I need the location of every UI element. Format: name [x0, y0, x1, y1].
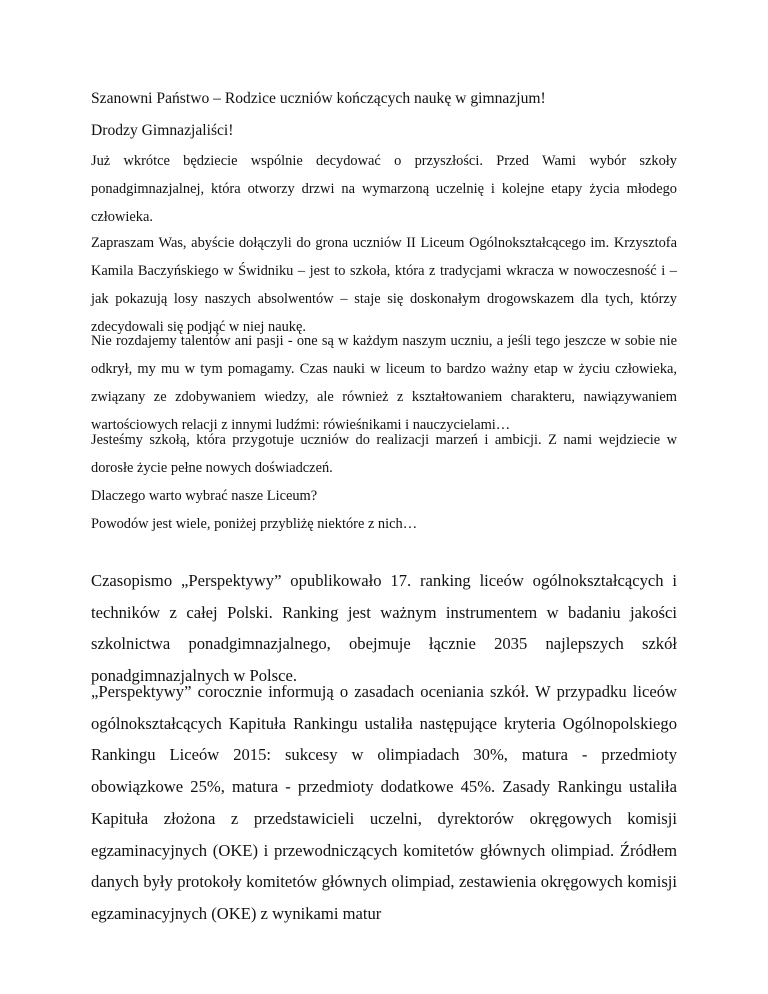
paragraph-ranking-criteria: „Perspektywy” corocznie informują o zasadach oceniania szkół. W przypadku liceów ogólnokształcących Kapituła Rankingu ustaliła następujące kryteria Ogólnopolskiego Rankingu Liceów 2015: sukcesy w olimpiadach 30%, matura - przedmioty obowiązkowe 25%, matura - przedmioty dodatkowe 45%. Zasady Rankingu ustaliła Kapituła złożona z przedstawicieli uczelni, dyrektorów okręgowych komisji egzaminacyjnych (OKE) i przewodniczących komitetów głównych olimpiad. Źródłem danych były protokoły komitetów głównych olimpiad, zestawienia okręgowych komisji egzaminacyjnych (OKE) z wynikami matur — [91, 682, 677, 923]
paragraph-intro-decision: Już wkrótce będziecie wspólnie decydować o przyszłości. Przed Wami wybór szkoły ponadgimnazjalnej, która otworzy drzwi na wymarzoną uczelnię i kolejne etapy życia młodego człowieka. — [91, 153, 677, 225]
paragraph-ranking-publication: Czasopismo „Perspektywy” opublikowało 17. ranking liceów ogólnokształcących i techników z całej Polski. Ranking jest ważnym instrumentem w badaniu jakości szkolnictwa ponadgimnazjalnego, obejmuje łącznie 2035 najlepszych szkół ponadgimnazjalnych w Polsce. — [91, 571, 677, 686]
greeting-parents: Szanowni Państwo – Rodzice uczniów kończących naukę w gimnazjum! — [91, 90, 546, 107]
greeting-students: Drodzy Gimnazjaliści! — [91, 122, 234, 139]
paragraph-intro-dreams: Jesteśmy szkołą, która przygotuje uczniów do realizacji marzeń i ambicji. Z nami wejdziecie w dorosłe życie pełne nowych doświadczeń. — [91, 432, 677, 476]
paragraph-intro-question: Dlaczego warto wybrać nasze Liceum? — [91, 488, 318, 504]
paragraph-intro-reasons: Powodów jest wiele, poniżej przybliżę niektóre z nich… — [91, 516, 418, 532]
paragraph-intro-talents: Nie rozdajemy talentów ani pasji - one są w każdym naszym uczniu, a jeśli tego jeszcze w sobie nie odkrył, my mu w tym pomagamy. Czas nauki w liceum to bardzo ważny etap w życiu człowieka, związany ze zdobywaniem wiedzy, ale również z kształtowaniem charakteru, nawiązywaniem wartościowych relacji z innymi ludźmi: rówieśnikami i nauczycielami… — [91, 333, 677, 433]
paragraph-intro-invitation: Zapraszam Was, abyście dołączyli do grona uczniów II Liceum Ogólnokształcącego im. Krzysztofa Kamila Baczyńskiego w Świdniku – jest to szkoła, która z tradycjami wkracza w nowoczesność i – jak pokazują losy naszych absolwentów – staje się doskonałym drogowskazem dla tych, którzy zdecydowali się podjąć w niej naukę. — [91, 235, 677, 335]
